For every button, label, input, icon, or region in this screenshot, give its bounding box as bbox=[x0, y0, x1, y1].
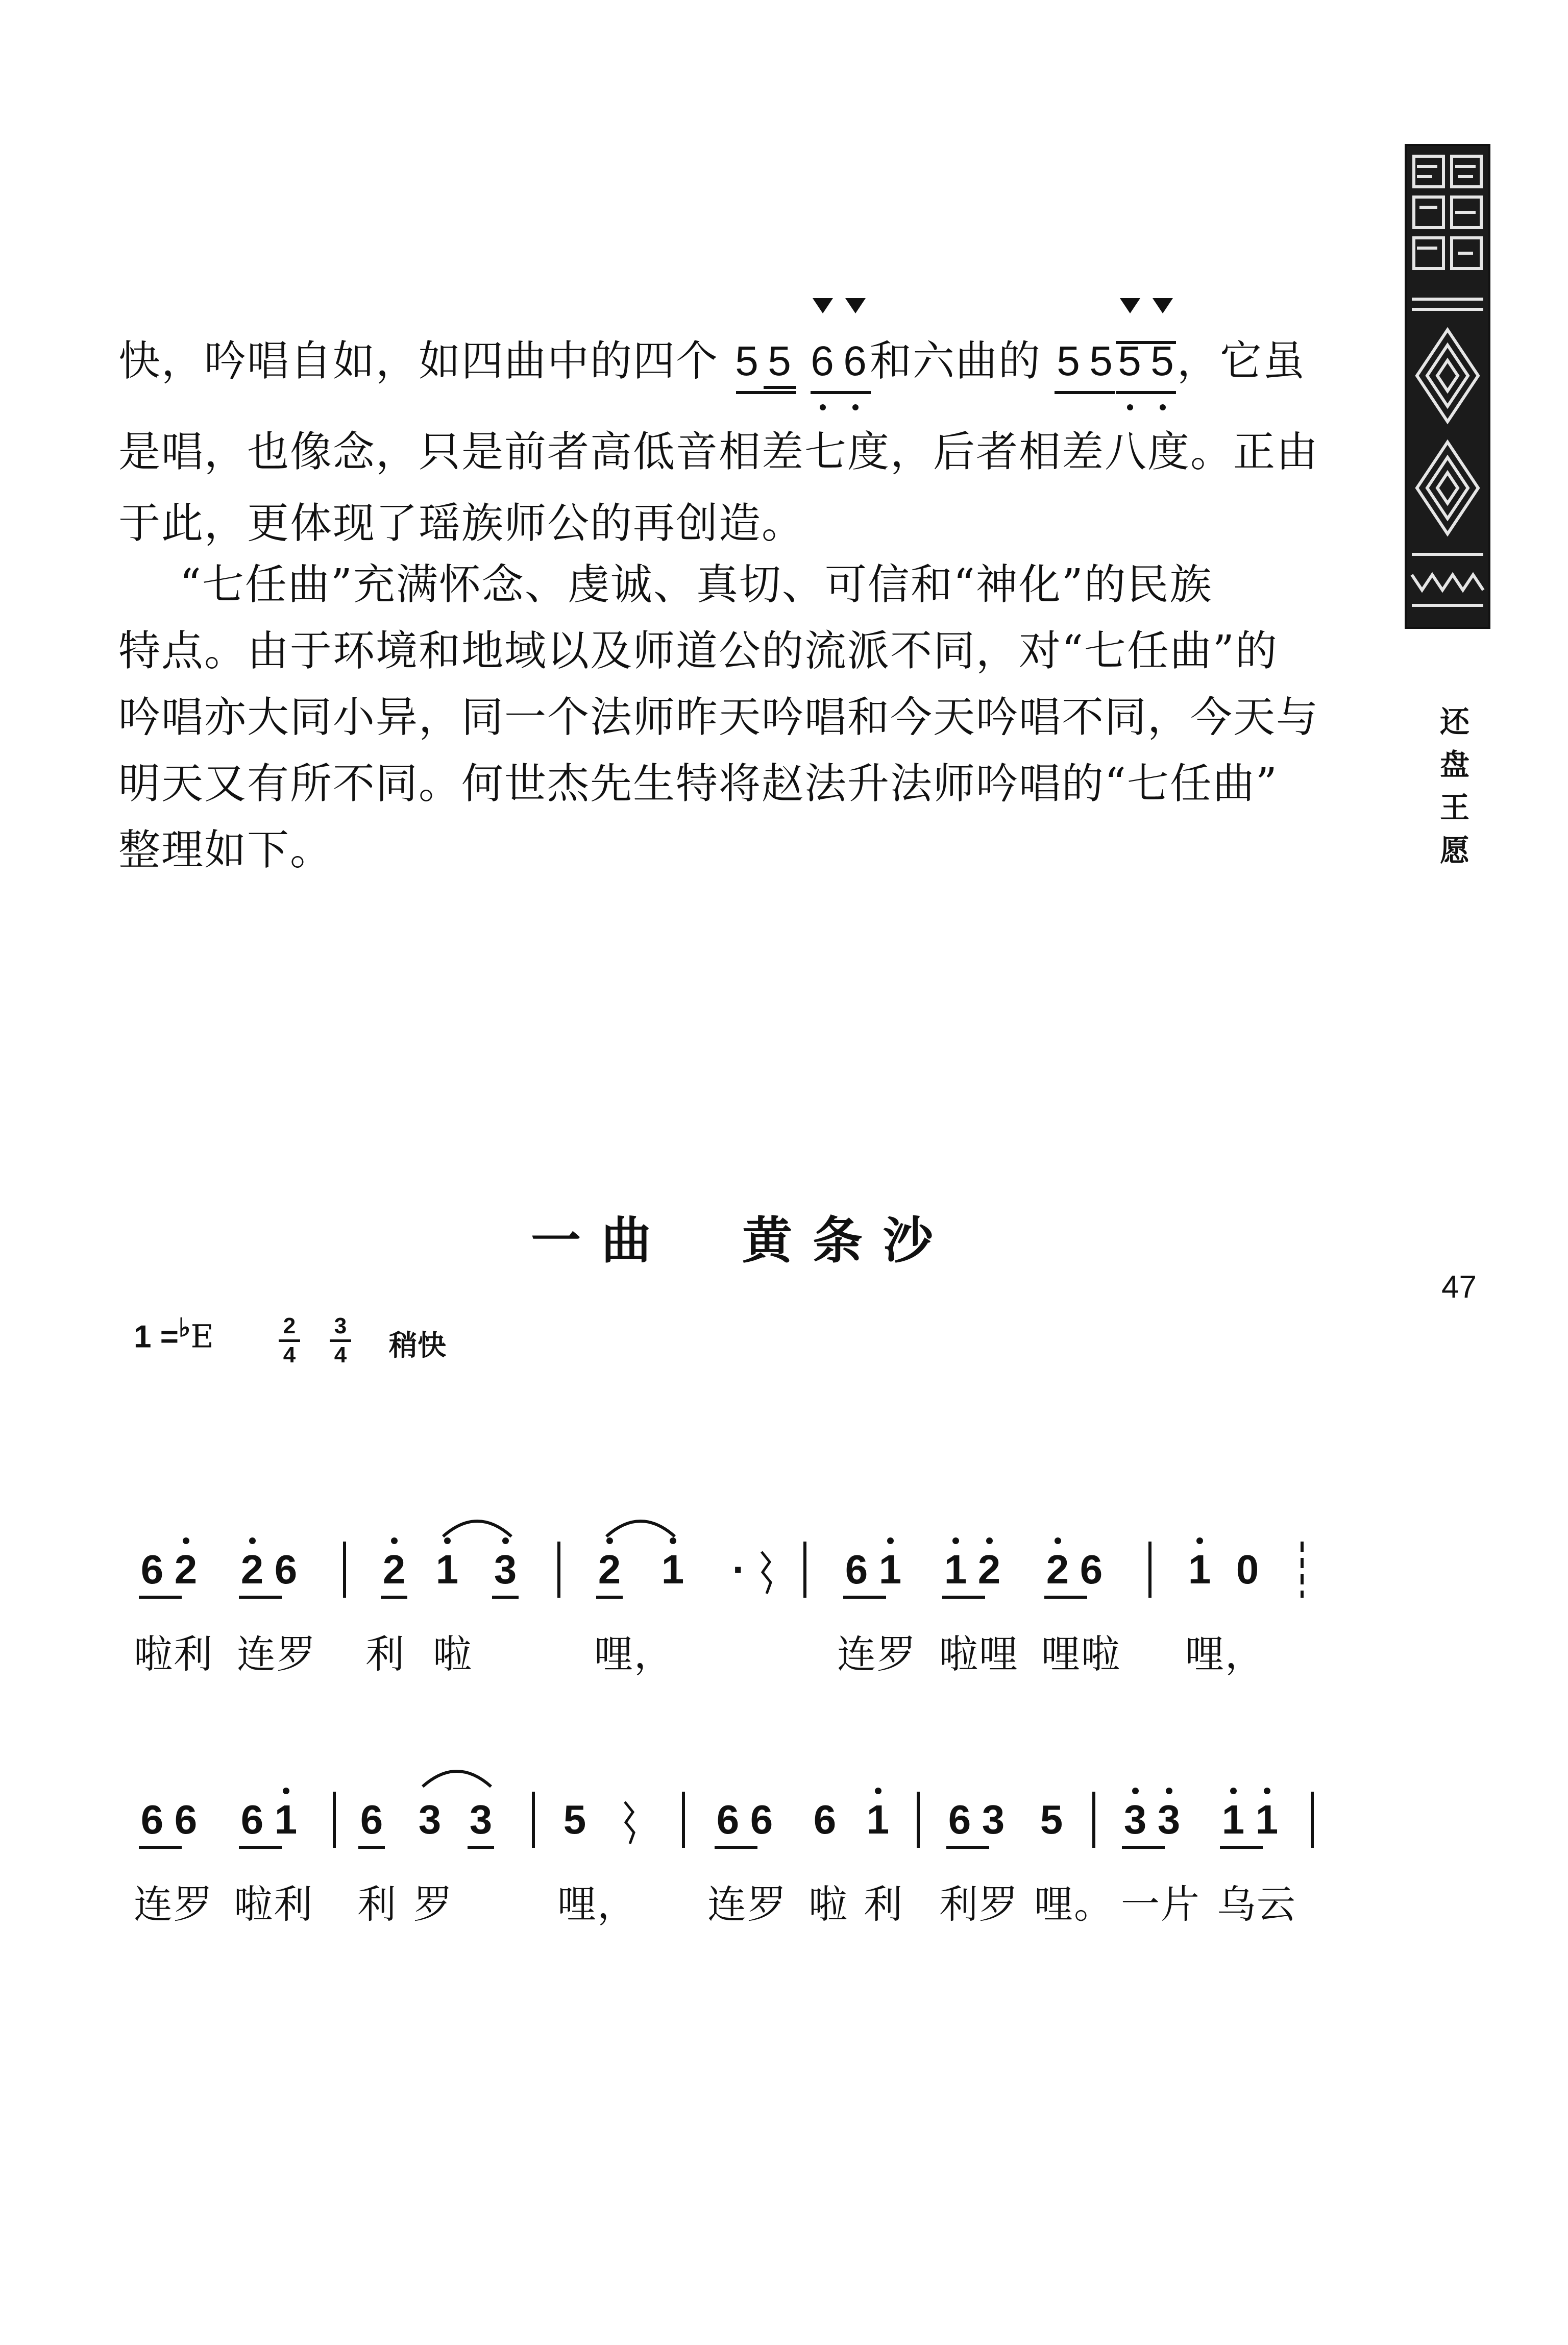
inline-note: 6 bbox=[841, 337, 870, 386]
inline-note: 5 bbox=[1057, 338, 1081, 384]
flat-icon: ♭ bbox=[178, 1313, 191, 1342]
text-line-8: 整理如下。 bbox=[118, 826, 333, 874]
lyric: 罗 bbox=[413, 1882, 453, 1927]
inline-underline bbox=[811, 391, 871, 394]
lyric: 哩， bbox=[1185, 1631, 1265, 1677]
note: 6 bbox=[842, 1547, 871, 1593]
lyric: 连罗 bbox=[837, 1631, 917, 1677]
note: 1 bbox=[864, 1797, 892, 1843]
barline bbox=[1092, 1792, 1095, 1848]
text-line-3: 于此，更体现了瑶族师公的再创造。 bbox=[118, 499, 805, 548]
note: 5 bbox=[563, 1797, 586, 1842]
text-line-6: 吟唱亦大同小异，同一个法师昨天吟唱和今天吟唱不同，今天与 bbox=[118, 693, 1319, 742]
inline-note: 5 bbox=[1089, 338, 1114, 384]
lyric: 利 bbox=[864, 1882, 903, 1927]
lyric: 啦哩 bbox=[939, 1631, 1019, 1677]
lyric: 啦 bbox=[433, 1631, 473, 1677]
note: 6 bbox=[750, 1797, 773, 1842]
barline bbox=[1148, 1542, 1152, 1598]
lyric: 利 bbox=[357, 1882, 397, 1927]
note: 2 bbox=[1043, 1547, 1072, 1593]
tempo-marking: 稍快 bbox=[389, 1329, 446, 1362]
time-signature-2: 3 4 bbox=[328, 1313, 353, 1369]
note: 6 bbox=[945, 1797, 974, 1843]
lyric: 连罗 bbox=[134, 1882, 213, 1927]
score-row-2 bbox=[0, 1797, 1568, 1981]
note: 2 bbox=[172, 1547, 200, 1593]
side-title-char: 王 bbox=[1439, 790, 1469, 825]
note: 1 bbox=[1185, 1547, 1214, 1593]
note: 2 bbox=[975, 1547, 1003, 1593]
lyric: 哩。 bbox=[1034, 1882, 1114, 1927]
note: 1 bbox=[272, 1797, 300, 1843]
slur-mark bbox=[439, 1511, 516, 1542]
lyric: 哩啦 bbox=[1041, 1631, 1121, 1677]
key-note: E bbox=[190, 1317, 214, 1355]
lyric: 一片 bbox=[1121, 1882, 1200, 1927]
note: 0 bbox=[1236, 1547, 1259, 1592]
text-line-1-b: 和六曲的 bbox=[870, 337, 1042, 385]
inline-note: 5 bbox=[1116, 337, 1144, 386]
side-running-title bbox=[1432, 700, 1478, 872]
lyric: 连罗 bbox=[237, 1631, 316, 1677]
note: 6 bbox=[714, 1797, 742, 1843]
note: 6 bbox=[1080, 1547, 1103, 1592]
side-title-char: 盘 bbox=[1439, 747, 1469, 782]
note: 6 bbox=[813, 1797, 837, 1842]
note: 3 bbox=[1155, 1797, 1183, 1843]
inline-note: 5 bbox=[766, 337, 794, 386]
lyric: 啦 bbox=[808, 1882, 848, 1927]
glissando-icon bbox=[756, 1547, 777, 1598]
note: 6 bbox=[357, 1797, 386, 1843]
inline-overline bbox=[1116, 341, 1176, 344]
lyric: 啦利 bbox=[234, 1882, 313, 1927]
barline bbox=[343, 1542, 346, 1598]
note: 3 bbox=[1121, 1797, 1149, 1843]
page-number: 47 bbox=[1441, 1269, 1477, 1305]
note: 6 bbox=[274, 1547, 298, 1592]
barline bbox=[532, 1792, 535, 1848]
glissando-icon bbox=[620, 1797, 640, 1848]
barline bbox=[333, 1792, 336, 1848]
lyric: 连罗 bbox=[707, 1882, 787, 1927]
note: 1 bbox=[1253, 1797, 1281, 1843]
text-line-2: 是唱，也像念，只是前者高低音相差七度，后者相差八度。正由 bbox=[118, 428, 1319, 476]
inline-note: 5 bbox=[735, 338, 760, 384]
text-line-1 bbox=[118, 337, 1333, 386]
note: 6 bbox=[174, 1797, 198, 1842]
lyric: 利罗 bbox=[939, 1882, 1019, 1927]
text-line-7: 明天又有所不同。何世杰先生特将赵法升法师吟唱的“七任曲” bbox=[118, 760, 1278, 808]
note: 2 bbox=[595, 1547, 624, 1593]
note: 1 bbox=[658, 1547, 687, 1593]
note: 3 bbox=[982, 1797, 1005, 1842]
dot-mark: · bbox=[732, 1547, 746, 1592]
note: 6 bbox=[138, 1547, 166, 1593]
slur-mark bbox=[602, 1511, 679, 1542]
text-line-1-c: ，它虽 bbox=[1177, 337, 1306, 385]
lyric: 啦利 bbox=[134, 1631, 213, 1677]
text-line-4: “七任曲”充满怀念、虔诚、真切、可信和“神化”的民族 bbox=[180, 560, 1213, 609]
note: 3 bbox=[467, 1797, 495, 1843]
barline bbox=[917, 1792, 920, 1848]
key-prefix: 1 = bbox=[134, 1319, 179, 1355]
time-signature-1: 2 4 bbox=[277, 1313, 302, 1369]
note: 1 bbox=[1219, 1797, 1247, 1843]
note: 2 bbox=[380, 1547, 408, 1593]
inline-underline bbox=[1116, 391, 1176, 394]
barline-dashed bbox=[1301, 1542, 1304, 1598]
inline-underline bbox=[736, 391, 796, 394]
side-title-char: 愿 bbox=[1439, 833, 1469, 868]
note: 3 bbox=[491, 1547, 520, 1593]
side-title-char: 还 bbox=[1439, 704, 1469, 739]
inline-note: 6 bbox=[808, 337, 837, 386]
note: 6 bbox=[138, 1797, 166, 1843]
note: 5 bbox=[1040, 1797, 1063, 1842]
barline bbox=[557, 1542, 560, 1598]
barline bbox=[682, 1792, 685, 1848]
note: 3 bbox=[418, 1797, 442, 1842]
inline-note: 5 bbox=[1148, 337, 1177, 386]
key-signature bbox=[134, 1313, 446, 1369]
song-title: 一曲 黄条沙 bbox=[531, 1211, 954, 1270]
slur-mark bbox=[419, 1761, 495, 1792]
lyric: 利 bbox=[365, 1631, 405, 1677]
inline-underline bbox=[1055, 391, 1115, 394]
barline bbox=[803, 1542, 806, 1598]
barline bbox=[1311, 1792, 1314, 1848]
note: 2 bbox=[238, 1547, 266, 1593]
lyric: 乌云 bbox=[1217, 1882, 1296, 1927]
note: 1 bbox=[876, 1547, 904, 1593]
decorative-pattern-image bbox=[1405, 144, 1490, 629]
text-line-5: 特点。由于环境和地域以及师道公的流派不同，对“七任曲”的 bbox=[118, 627, 1278, 675]
note: 6 bbox=[238, 1797, 266, 1843]
text-line-1-a: 快，吟唱自如，如四曲中的四个 bbox=[118, 337, 719, 385]
lyric: 哩， bbox=[557, 1882, 637, 1927]
note: 1 bbox=[941, 1547, 970, 1593]
note: 1 bbox=[433, 1547, 461, 1593]
pattern-icon bbox=[1407, 146, 1488, 627]
score-row-1 bbox=[0, 1547, 1568, 1730]
lyric: 哩， bbox=[594, 1631, 674, 1677]
